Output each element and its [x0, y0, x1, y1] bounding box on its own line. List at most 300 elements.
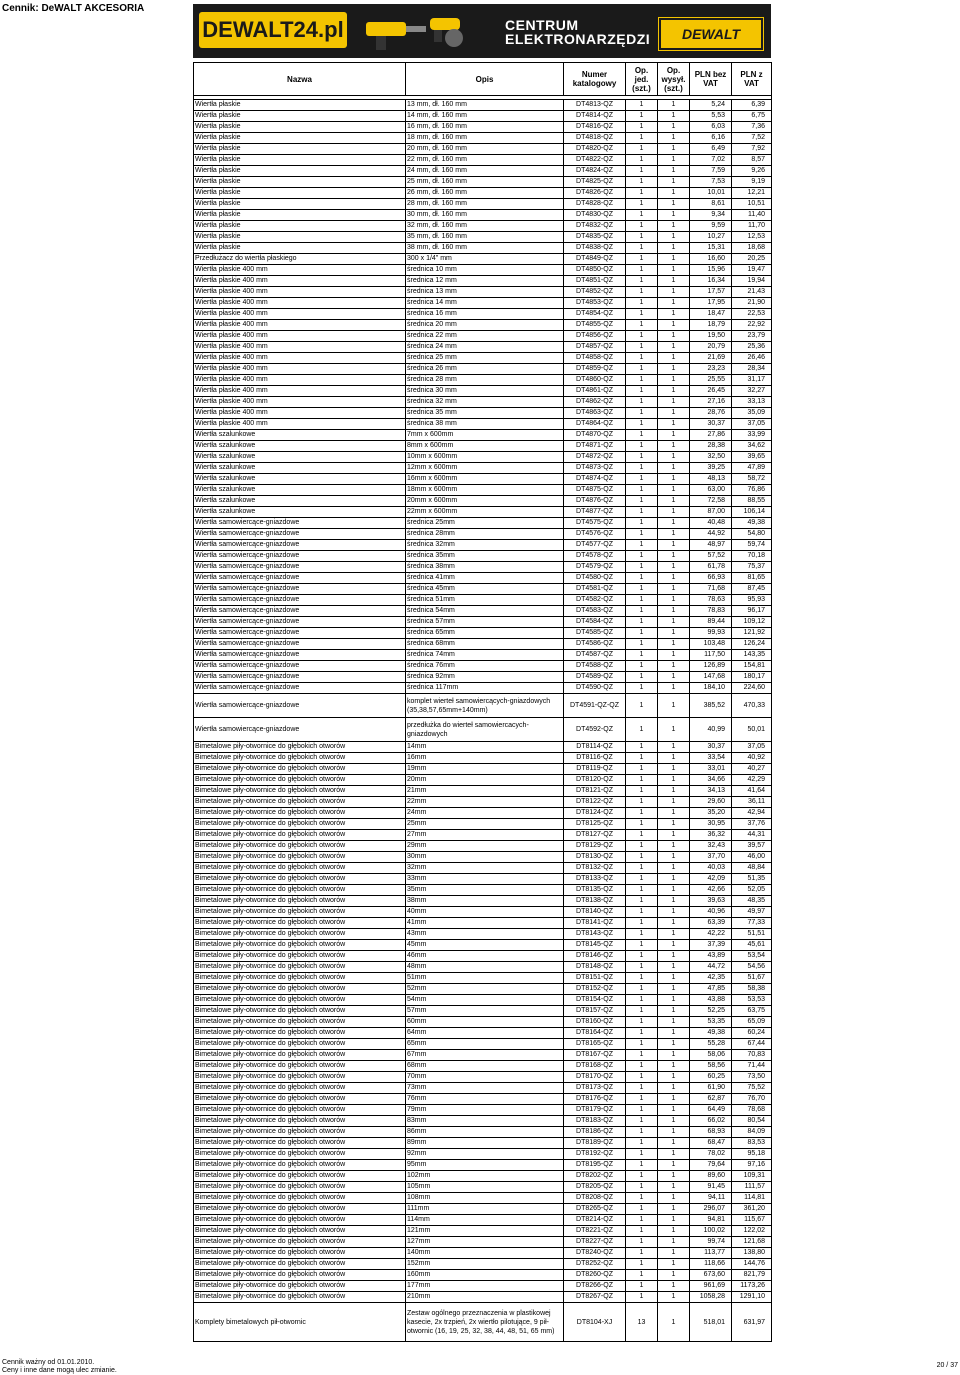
cell-op-jed: 1: [626, 874, 658, 885]
cell-numer: DT4835-QZ: [564, 232, 626, 243]
cell-pln-bez-vat: 34,13: [690, 786, 732, 797]
cell-nazwa: Wiertła płaskie 400 mm: [194, 342, 406, 353]
cell-numer: DT8221-QZ: [564, 1226, 626, 1237]
table-row: [194, 764, 772, 775]
cell-op-wysyl: 1: [658, 551, 690, 562]
cell-numer: DT4853-QZ: [564, 298, 626, 309]
header-op-wysyl: Op. wysył. (szt.): [658, 63, 690, 96]
cell-numer: DT4830-QZ: [564, 210, 626, 221]
cell-pln-z-vat: 80,54: [732, 1116, 772, 1127]
cell-op-wysyl: 1: [658, 1050, 690, 1061]
cell-op-wysyl: 1: [658, 243, 690, 254]
cell-op-wysyl: 1: [658, 742, 690, 753]
page-number: 20 / 37: [936, 1362, 958, 1369]
cell-opis: Zestaw ogólnego przeznaczenia w plastikowej kasecie, 2x trzpień, 2x wiertło pilotujące, 9 pił-otwornic (16, 19, 25, 32, 38, 44, 48, 51, 65 mm): [406, 1303, 564, 1342]
cell-op-wysyl: 1: [658, 595, 690, 606]
cell-op-jed: 1: [626, 496, 658, 507]
dewalt-logo: DEWALT: [659, 18, 763, 50]
cell-pln-z-vat: 53,53: [732, 995, 772, 1006]
cell-nazwa: Wiertła płaskie 400 mm: [194, 386, 406, 397]
cell-numer: DT8176-QZ: [564, 1094, 626, 1105]
cell-pln-z-vat: 126,24: [732, 639, 772, 650]
cell-pln-bez-vat: 39,25: [690, 463, 732, 474]
cell-opis: 86mm: [406, 1127, 564, 1138]
cell-pln-z-vat: 138,80: [732, 1248, 772, 1259]
cell-pln-bez-vat: 52,25: [690, 1006, 732, 1017]
cell-pln-bez-vat: 94,11: [690, 1193, 732, 1204]
cell-pln-bez-vat: 28,76: [690, 408, 732, 419]
cell-pln-z-vat: 1173,26: [732, 1281, 772, 1292]
table-row: [194, 441, 772, 452]
cell-op-wysyl: 1: [658, 452, 690, 463]
table-row: [194, 584, 772, 595]
table-row: [194, 177, 772, 188]
cell-op-jed: 1: [626, 1281, 658, 1292]
cell-numer: DT8119-QZ: [564, 764, 626, 775]
cell-numer: DT4587-QZ: [564, 650, 626, 661]
table-row: [194, 595, 772, 606]
cell-nazwa: Wiertła szalunkowe: [194, 463, 406, 474]
table-row: [194, 298, 772, 309]
cell-numer: DT4589-QZ: [564, 672, 626, 683]
cell-pln-bez-vat: 57,52: [690, 551, 732, 562]
cell-op-jed: 1: [626, 661, 658, 672]
cell-numer: DT8183-QZ: [564, 1116, 626, 1127]
cell-opis: średnica 38mm: [406, 562, 564, 573]
cell-numer: DT4822-QZ: [564, 155, 626, 166]
cell-opis: 51mm: [406, 973, 564, 984]
cell-numer: DT4577-QZ: [564, 540, 626, 551]
cell-op-wysyl: 1: [658, 661, 690, 672]
cell-pln-z-vat: 50,01: [732, 718, 772, 742]
cell-op-wysyl: 1: [658, 111, 690, 122]
cell-nazwa: Wiertła samowiercące-gniazdowe: [194, 650, 406, 661]
cell-op-wysyl: 1: [658, 718, 690, 742]
cell-op-jed: 1: [626, 111, 658, 122]
cell-op-wysyl: 1: [658, 386, 690, 397]
cell-nazwa: Bimetalowe piły-otwornice do głębokich otworów: [194, 841, 406, 852]
cell-pln-z-vat: 144,76: [732, 1259, 772, 1270]
cell-nazwa: Bimetalowe piły-otwornice do głębokich otworów: [194, 830, 406, 841]
cell-numer: DT8120-QZ: [564, 775, 626, 786]
cell-op-wysyl: 1: [658, 474, 690, 485]
cell-op-wysyl: 1: [658, 1160, 690, 1171]
cell-opis: średnica 41mm: [406, 573, 564, 584]
cell-pln-z-vat: 10,51: [732, 199, 772, 210]
cell-opis: 25 mm, dł. 160 mm: [406, 177, 564, 188]
table-row: [194, 1039, 772, 1050]
cell-opis: 18 mm, dł. 160 mm: [406, 133, 564, 144]
cell-op-jed: 1: [626, 441, 658, 452]
cell-numer: DT8133-QZ: [564, 874, 626, 885]
cell-pln-bez-vat: 48,13: [690, 474, 732, 485]
cell-opis: średnica 35 mm: [406, 408, 564, 419]
cell-pln-bez-vat: 673,60: [690, 1270, 732, 1281]
cell-op-wysyl: 1: [658, 100, 690, 111]
cell-nazwa: Wiertła płaskie 400 mm: [194, 298, 406, 309]
cell-op-jed: 1: [626, 309, 658, 320]
cell-nazwa: Bimetalowe piły-otwornice do głębokich otworów: [194, 1259, 406, 1270]
cell-pln-z-vat: 23,79: [732, 331, 772, 342]
table-row: [194, 951, 772, 962]
table-row: [194, 962, 772, 973]
cell-op-jed: 1: [626, 984, 658, 995]
table-row: [194, 1094, 772, 1105]
cell-opis: średnica 24 mm: [406, 342, 564, 353]
cell-opis: średnica 74mm: [406, 650, 564, 661]
cell-pln-z-vat: 58,72: [732, 474, 772, 485]
cell-op-jed: 1: [626, 628, 658, 639]
cell-nazwa: Wiertła płaskie 400 mm: [194, 353, 406, 364]
table-row: [194, 122, 772, 133]
cell-pln-bez-vat: 21,69: [690, 353, 732, 364]
cell-op-wysyl: 1: [658, 1215, 690, 1226]
cell-op-wysyl: 1: [658, 929, 690, 940]
cell-opis: 35mm: [406, 885, 564, 896]
cell-op-wysyl: 1: [658, 1105, 690, 1116]
table-row: [194, 496, 772, 507]
cell-numer: DT4588-QZ: [564, 661, 626, 672]
cell-numer: DT4824-QZ: [564, 166, 626, 177]
cell-numer: DT4858-QZ: [564, 353, 626, 364]
cell-pln-bez-vat: 42,35: [690, 973, 732, 984]
cell-nazwa: Wiertła szalunkowe: [194, 474, 406, 485]
cell-numer: DT4584-QZ: [564, 617, 626, 628]
cell-opis: 40mm: [406, 907, 564, 918]
table-row: [194, 1182, 772, 1193]
cell-op-jed: 1: [626, 650, 658, 661]
cell-op-wysyl: 1: [658, 1039, 690, 1050]
table-row: [194, 1006, 772, 1017]
cell-nazwa: Bimetalowe piły-otwornice do głębokich otworów: [194, 995, 406, 1006]
table-row: [194, 210, 772, 221]
cell-op-jed: 1: [626, 1270, 658, 1281]
cell-opis: średnica 117mm: [406, 683, 564, 694]
table-row: [194, 1028, 772, 1039]
cell-numer: DT4838-QZ: [564, 243, 626, 254]
cell-opis: średnica 32mm: [406, 540, 564, 551]
table-row: [194, 276, 772, 287]
cell-nazwa: Wiertła samowiercące-gniazdowe: [194, 606, 406, 617]
cell-opis: 68mm: [406, 1061, 564, 1072]
cell-pln-bez-vat: 44,92: [690, 529, 732, 540]
cell-pln-z-vat: 19,47: [732, 265, 772, 276]
cell-pln-bez-vat: 961,69: [690, 1281, 732, 1292]
cell-numer: DT8145-QZ: [564, 940, 626, 951]
cell-op-wysyl: 1: [658, 331, 690, 342]
cell-numer: DT4857-QZ: [564, 342, 626, 353]
price-table: [193, 62, 772, 1342]
cell-pln-z-vat: 88,55: [732, 496, 772, 507]
cell-opis: średnica 10 mm: [406, 265, 564, 276]
cell-pln-bez-vat: 68,93: [690, 1127, 732, 1138]
table-row: [194, 1270, 772, 1281]
cell-nazwa: Wiertła płaskie: [194, 243, 406, 254]
cell-numer: DT8114-QZ: [564, 742, 626, 753]
cell-opis: 16mm x 600mm: [406, 474, 564, 485]
cell-opis: 64mm: [406, 1028, 564, 1039]
cell-nazwa: Wiertła płaskie 400 mm: [194, 375, 406, 386]
cell-pln-bez-vat: 61,78: [690, 562, 732, 573]
cell-numer: DT4586-QZ: [564, 639, 626, 650]
cell-op-wysyl: 1: [658, 188, 690, 199]
table-row: [194, 386, 772, 397]
cell-pln-bez-vat: 16,34: [690, 276, 732, 287]
cell-pln-z-vat: 361,20: [732, 1204, 772, 1215]
cell-op-wysyl: 1: [658, 485, 690, 496]
cell-opis: 22mm: [406, 797, 564, 808]
cell-numer: DT4850-QZ: [564, 265, 626, 276]
cell-pln-bez-vat: 5,24: [690, 100, 732, 111]
cell-pln-bez-vat: 518,01: [690, 1303, 732, 1342]
cell-opis: średnica 25mm: [406, 518, 564, 529]
cell-opis: 24mm: [406, 808, 564, 819]
cell-opis: 19mm: [406, 764, 564, 775]
table-row: [194, 617, 772, 628]
cell-pln-bez-vat: 39,63: [690, 896, 732, 907]
cell-op-jed: 1: [626, 529, 658, 540]
cell-op-wysyl: 1: [658, 265, 690, 276]
cell-numer: DT4814-QZ: [564, 111, 626, 122]
cell-nazwa: Bimetalowe piły-otwornice do głębokich otworów: [194, 863, 406, 874]
cell-op-wysyl: 1: [658, 753, 690, 764]
cell-op-jed: 1: [626, 1039, 658, 1050]
cell-pln-z-vat: 109,31: [732, 1171, 772, 1182]
cell-nazwa: Wiertła płaskie: [194, 144, 406, 155]
cell-pln-z-vat: 95,18: [732, 1149, 772, 1160]
cell-op-wysyl: 1: [658, 918, 690, 929]
cell-op-jed: 1: [626, 408, 658, 419]
cell-pln-bez-vat: 42,66: [690, 885, 732, 896]
cell-op-jed: 1: [626, 1083, 658, 1094]
cell-pln-bez-vat: 99,74: [690, 1237, 732, 1248]
cell-nazwa: Wiertła płaskie: [194, 210, 406, 221]
cell-op-jed: 1: [626, 819, 658, 830]
cell-nazwa: Wiertła płaskie 400 mm: [194, 408, 406, 419]
cell-op-wysyl: 1: [658, 276, 690, 287]
cell-opis: 41mm: [406, 918, 564, 929]
cell-pln-bez-vat: 78,02: [690, 1149, 732, 1160]
cell-nazwa: Wiertła płaskie 400 mm: [194, 276, 406, 287]
cell-op-jed: 1: [626, 718, 658, 742]
cell-op-jed: 1: [626, 1248, 658, 1259]
cell-pln-bez-vat: 63,39: [690, 918, 732, 929]
cell-op-wysyl: 1: [658, 694, 690, 718]
cell-pln-bez-vat: 40,96: [690, 907, 732, 918]
cell-pln-z-vat: 154,81: [732, 661, 772, 672]
cell-pln-bez-vat: 91,45: [690, 1182, 732, 1193]
table-row: [194, 353, 772, 364]
cell-nazwa: Wiertła samowiercące-gniazdowe: [194, 672, 406, 683]
cell-numer: DT4860-QZ: [564, 375, 626, 386]
cell-pln-bez-vat: 37,70: [690, 852, 732, 863]
cell-nazwa: Wiertła szalunkowe: [194, 485, 406, 496]
cell-numer: DT4590-QZ: [564, 683, 626, 694]
cell-pln-bez-vat: 66,93: [690, 573, 732, 584]
cell-pln-bez-vat: 60,25: [690, 1072, 732, 1083]
cell-op-jed: 1: [626, 1017, 658, 1028]
table-row: [194, 188, 772, 199]
cell-op-jed: 1: [626, 885, 658, 896]
cell-op-wysyl: 1: [658, 397, 690, 408]
cell-opis: 30mm: [406, 852, 564, 863]
cell-pln-z-vat: 51,51: [732, 929, 772, 940]
cell-pln-bez-vat: 296,07: [690, 1204, 732, 1215]
table-row: [194, 243, 772, 254]
cell-numer: DT4575-QZ: [564, 518, 626, 529]
cell-nazwa: Bimetalowe piły-otwornice do głębokich otworów: [194, 1182, 406, 1193]
cell-pln-z-vat: 224,60: [732, 683, 772, 694]
cell-opis: 76mm: [406, 1094, 564, 1105]
table-row: [194, 1237, 772, 1248]
cell-opis: 14 mm, dł. 160 mm: [406, 111, 564, 122]
cell-pln-bez-vat: 63,00: [690, 485, 732, 496]
cell-opis: 127mm: [406, 1237, 564, 1248]
cell-opis: 20mm x 600mm: [406, 496, 564, 507]
cell-pln-bez-vat: 71,68: [690, 584, 732, 595]
cell-pln-bez-vat: 58,56: [690, 1061, 732, 1072]
cell-op-jed: 1: [626, 1204, 658, 1215]
cell-numer: DT8266-QZ: [564, 1281, 626, 1292]
cell-opis: 38mm: [406, 896, 564, 907]
cell-numer: DT4873-QZ: [564, 463, 626, 474]
cell-op-jed: 1: [626, 1105, 658, 1116]
cell-op-wysyl: 1: [658, 529, 690, 540]
cell-opis: średnica 51mm: [406, 595, 564, 606]
cell-pln-z-vat: 54,80: [732, 529, 772, 540]
cell-numer: DT4862-QZ: [564, 397, 626, 408]
cell-pln-z-vat: 65,09: [732, 1017, 772, 1028]
cell-nazwa: Wiertła samowiercące-gniazdowe: [194, 595, 406, 606]
cell-numer: DT4816-QZ: [564, 122, 626, 133]
cell-numer: DT8151-QZ: [564, 973, 626, 984]
cell-op-jed: 1: [626, 1226, 658, 1237]
cell-numer: DT4863-QZ: [564, 408, 626, 419]
cell-op-wysyl: 1: [658, 1061, 690, 1072]
cell-pln-bez-vat: 94,81: [690, 1215, 732, 1226]
cell-op-wysyl: 1: [658, 1226, 690, 1237]
cell-nazwa: Bimetalowe piły-otwornice do głębokich otworów: [194, 973, 406, 984]
cell-pln-z-vat: 22,53: [732, 309, 772, 320]
cell-nazwa: Wiertła samowiercące-gniazdowe: [194, 694, 406, 718]
table-row: [194, 808, 772, 819]
cell-opis: średnica 20 mm: [406, 320, 564, 331]
cell-numer: DT8195-QZ: [564, 1160, 626, 1171]
cell-nazwa: Bimetalowe piły-otwornice do głębokich otworów: [194, 907, 406, 918]
cell-nazwa: Bimetalowe piły-otwornice do głębokich otworów: [194, 1149, 406, 1160]
cell-op-wysyl: 1: [658, 408, 690, 419]
cell-numer: DT8132-QZ: [564, 863, 626, 874]
cell-pln-z-vat: 631,97: [732, 1303, 772, 1342]
cell-nazwa: Bimetalowe piły-otwornice do głębokich otworów: [194, 1083, 406, 1094]
cell-nazwa: Wiertła płaskie: [194, 188, 406, 199]
cell-op-jed: 1: [626, 742, 658, 753]
table-row: [194, 995, 772, 1006]
cell-numer: DT4872-QZ: [564, 452, 626, 463]
table-row: [194, 1050, 772, 1061]
table-row: [194, 672, 772, 683]
cell-nazwa: Bimetalowe piły-otwornice do głębokich otworów: [194, 808, 406, 819]
cell-opis: 27mm: [406, 830, 564, 841]
cell-pln-bez-vat: 7,02: [690, 155, 732, 166]
cell-opis: 21mm: [406, 786, 564, 797]
cell-op-jed: 1: [626, 1138, 658, 1149]
table-row: [194, 984, 772, 995]
table-row: [194, 551, 772, 562]
cell-op-wysyl: 1: [658, 375, 690, 386]
cell-opis: średnica 65mm: [406, 628, 564, 639]
cell-opis: 38 mm, dł. 160 mm: [406, 243, 564, 254]
cell-nazwa: Wiertła samowiercące-gniazdowe: [194, 661, 406, 672]
cell-pln-bez-vat: 7,59: [690, 166, 732, 177]
cell-nazwa: Wiertła samowiercące-gniazdowe: [194, 584, 406, 595]
cell-opis: 210mm: [406, 1292, 564, 1303]
cell-op-jed: 1: [626, 386, 658, 397]
cell-nazwa: Wiertła samowiercące-gniazdowe: [194, 529, 406, 540]
table-row: [194, 1072, 772, 1083]
cell-pln-z-vat: 6,39: [732, 100, 772, 111]
cell-numer: DT8122-QZ: [564, 797, 626, 808]
cell-nazwa: Bimetalowe piły-otwornice do głębokich otworów: [194, 1116, 406, 1127]
cell-op-wysyl: 1: [658, 221, 690, 232]
cell-nazwa: Bimetalowe piły-otwornice do głębokich otworów: [194, 1204, 406, 1215]
cell-opis: 300 x 1/4" mm: [406, 254, 564, 265]
cell-nazwa: Wiertła samowiercące-gniazdowe: [194, 718, 406, 742]
cell-numer: DT4870-QZ: [564, 430, 626, 441]
cell-pln-bez-vat: 40,03: [690, 863, 732, 874]
cell-pln-z-vat: 122,02: [732, 1226, 772, 1237]
cell-op-wysyl: 1: [658, 951, 690, 962]
cell-nazwa: Bimetalowe piły-otwornice do głębokich otworów: [194, 1072, 406, 1083]
cell-nazwa: Bimetalowe piły-otwornice do głębokich otworów: [194, 797, 406, 808]
table-row: [194, 1248, 772, 1259]
cell-nazwa: Wiertła płaskie 400 mm: [194, 287, 406, 298]
cell-pln-bez-vat: 37,39: [690, 940, 732, 951]
cell-nazwa: Bimetalowe piły-otwornice do głębokich otworów: [194, 918, 406, 929]
cell-op-wysyl: 1: [658, 940, 690, 951]
table-row: [194, 529, 772, 540]
table-row: [194, 786, 772, 797]
cell-opis: 7mm x 600mm: [406, 430, 564, 441]
cell-nazwa: Bimetalowe piły-otwornice do głębokich otworów: [194, 1215, 406, 1226]
cell-op-wysyl: 1: [658, 841, 690, 852]
cell-opis: 67mm: [406, 1050, 564, 1061]
cell-op-wysyl: 1: [658, 463, 690, 474]
cell-opis: 20 mm, dł. 160 mm: [406, 144, 564, 155]
cell-pln-z-vat: 45,61: [732, 940, 772, 951]
cell-op-wysyl: 1: [658, 1292, 690, 1303]
cell-opis: 102mm: [406, 1171, 564, 1182]
table-row: [194, 1127, 772, 1138]
cell-opis: 121mm: [406, 1226, 564, 1237]
cell-op-wysyl: 1: [658, 1303, 690, 1342]
cell-pln-z-vat: 28,34: [732, 364, 772, 375]
cell-pln-bez-vat: 33,01: [690, 764, 732, 775]
cell-op-wysyl: 1: [658, 797, 690, 808]
cell-op-wysyl: 1: [658, 441, 690, 452]
banner-title-line1: CENTRUM: [505, 17, 579, 33]
table-row: [194, 1281, 772, 1292]
cell-op-jed: 1: [626, 595, 658, 606]
table-row: [194, 474, 772, 485]
table-row: [194, 753, 772, 764]
cell-numer: DT8202-QZ: [564, 1171, 626, 1182]
cell-op-jed: 1: [626, 918, 658, 929]
cell-numer: DT4582-QZ: [564, 595, 626, 606]
cell-nazwa: Bimetalowe piły-otwornice do głębokich otworów: [194, 1006, 406, 1017]
cell-op-jed: 1: [626, 221, 658, 232]
cell-op-jed: 1: [626, 551, 658, 562]
